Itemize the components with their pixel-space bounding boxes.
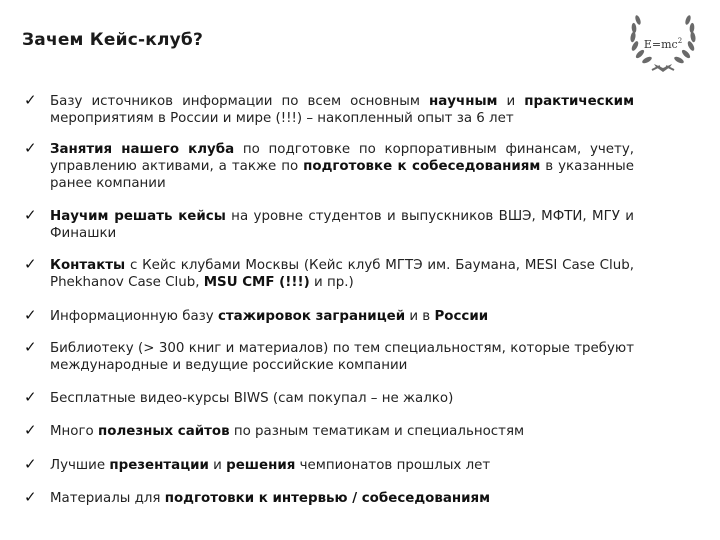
checkmark-icon: ✓ — [24, 488, 37, 506]
item-text: на уровне студентов и выпускников ВШЭ, МФТИ, МГУ и Финашки — [50, 209, 634, 241]
bold-text: Научим решать кейсы — [50, 209, 226, 224]
item-text: Информационную базу — [50, 309, 218, 324]
page-title: Зачем Кейс-клуб? — [22, 30, 204, 50]
list-item — [24, 490, 634, 507]
bold-text: решения — [226, 458, 296, 473]
item-text: и — [497, 94, 525, 109]
item-text: и — [208, 458, 227, 473]
checkmark-icon: ✓ — [24, 255, 37, 273]
bold-text: MSU CMF (!!!) — [203, 275, 310, 290]
bold-text: научным — [428, 94, 498, 109]
item-text: Библиотеку (> 300 книг и материалов) по тем специальностям, которые требуют международные и ведущие российские компании — [50, 341, 634, 373]
bold-text: Занятия нашего клуба — [50, 142, 235, 157]
bold-text: подготовке к собеседованиям — [303, 159, 541, 174]
item-text: по разным тематикам и специальностям — [229, 424, 525, 439]
checkmark-icon: ✓ — [24, 455, 37, 473]
checkmark-icon: ✓ — [24, 206, 37, 224]
checkmark-icon: ✓ — [24, 306, 37, 324]
item-text: с Кейс клубами Москвы (Кейс клуб МГТЭ им. Баумана, MESI Case Club, Phekhanov Case Club, — [50, 258, 634, 290]
list-item — [24, 423, 634, 457]
benefits-list — [24, 93, 634, 507]
item-text: в указанные ранее компании — [50, 159, 634, 191]
item-text: Много — [50, 424, 98, 439]
checkmark-icon: ✓ — [24, 338, 37, 356]
item-text: Бесплатные видео-курсы BIWS (сам покупал – не жалко) — [50, 391, 454, 406]
list-item — [24, 257, 634, 308]
bold-text: практическим — [524, 94, 635, 109]
bold-text: Контакты — [50, 258, 126, 273]
bold-text: подготовки к интервью / собеседованиям — [164, 491, 491, 506]
item-text: мероприятиям в России и мире (!!!) – накопленный опыт за 6 лет — [50, 111, 514, 126]
list-item — [24, 308, 634, 340]
laurel-logo — [624, 8, 702, 76]
item-text: чемпионатов прошлых лет — [295, 458, 491, 473]
bold-text: презентации — [109, 458, 209, 473]
list-item — [24, 208, 634, 257]
list-item — [24, 457, 634, 490]
checkmark-icon: ✓ — [24, 139, 37, 157]
bold-text: полезных сайтов — [98, 424, 230, 439]
svg-text:E=mc2 — [644, 37, 682, 51]
bold-text: России — [434, 309, 489, 324]
formula-superscript: 2 — [677, 37, 683, 45]
list-item — [24, 141, 634, 208]
checkmark-icon: ✓ — [24, 421, 37, 439]
checkmark-icon: ✓ — [24, 388, 37, 406]
item-text: Базу источников информации по всем основным — [50, 94, 429, 109]
item-text: и пр.) — [309, 275, 354, 290]
formula-text: E=mc — [643, 38, 678, 51]
list-item — [24, 390, 634, 423]
item-text: Лучшие — [50, 458, 110, 473]
item-text: по подготовке по корпоративным финансам, учету, управлению активами, а также по — [50, 142, 635, 174]
item-text: и в — [405, 309, 435, 324]
bold-text: стажировок заграницей — [217, 309, 406, 324]
item-text: Материалы для — [50, 491, 165, 506]
checkmark-icon: ✓ — [24, 91, 37, 109]
list-item — [24, 93, 634, 141]
list-item — [24, 340, 634, 390]
